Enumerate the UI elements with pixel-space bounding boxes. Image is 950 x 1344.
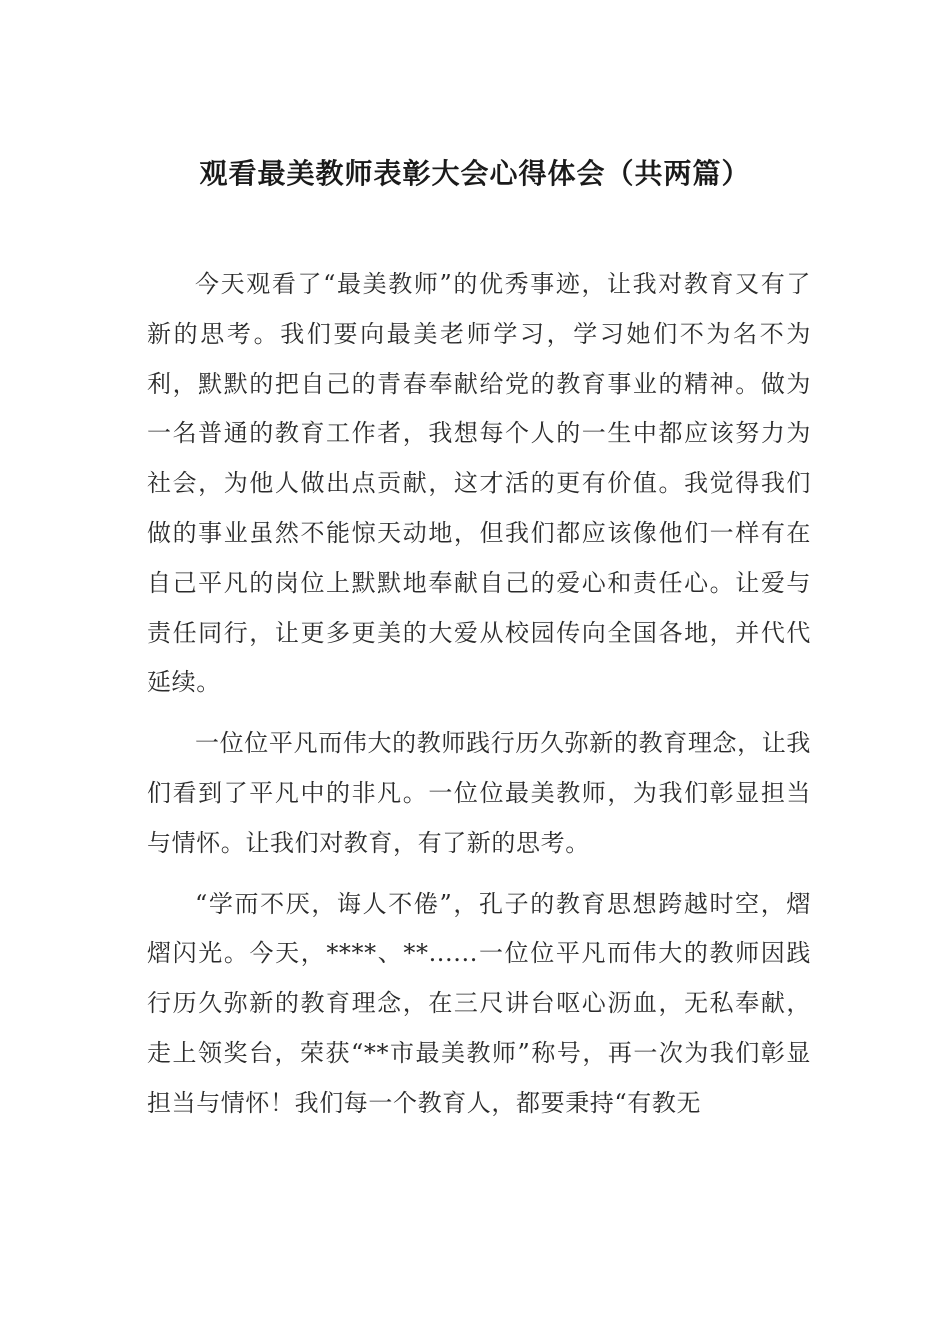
document-title: 观看最美教师表彰大会心得体会（共两篇）: [199, 157, 751, 190]
paragraph: 一位位平凡而伟大的教师践行历久弥新的教育理念，让我们看到了平凡中的非凡。一位位最美教师，为我们彰显担当与情怀。让我们对教育，有了新的思考。: [147, 729, 811, 857]
paragraph: 今天观看了“最美教师”的优秀事迹，让我对教育又有了新的思考。我们要向最美老师学习，学习她们不为名不为利，默默的把自己的青春奉献给党的教育事业的精神。做为一名普通的教育工作者，我想每个人的一生中都应该努力为社会，为他人做出点贡献，这才活的更有价值。我觉得我们做的事业虽然不能惊天动地，但我们都应该像他们一样有在自己平凡的岗位上默默地奉献自己的爱心和责任心。让爱与责任同行，让更多更美的大爱从校园传向全国各地，并代代延续。: [147, 270, 811, 697]
document-body: [147, 260, 811, 1140]
paragraph: “学而不厌，诲人不倦”，孔子的教育思想跨越时空，熠熠闪光。今天，****、**......一位位平凡而伟大的教师因践行历久弥新的教育理念，在三尺讲台呕心沥血，无私奉献，走上领奖台，荣获“**市最美教师”称号，再一次为我们彰显担当与情怀！我们每一个教育人，都要秉持“有教无: [147, 889, 811, 1117]
